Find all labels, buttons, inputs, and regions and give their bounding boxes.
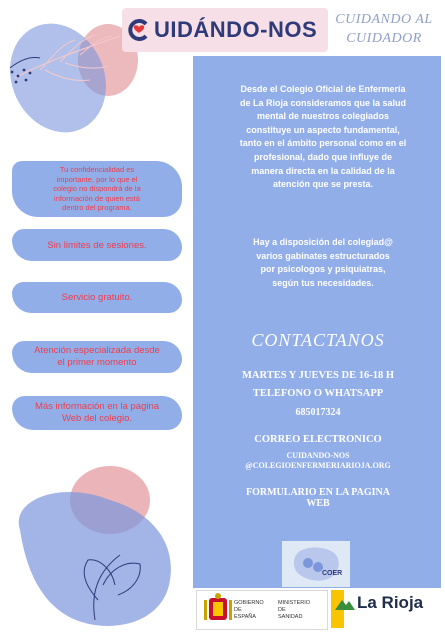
mountain-icon <box>334 592 356 614</box>
feature-line: dentro del programa. <box>62 203 132 213</box>
contact-heading: CONTACTANOS <box>251 330 385 350</box>
contact-email-domain[interactable]: @COLEGIOENFERMERIARIOJA.ORG <box>245 461 391 470</box>
contact-form-link[interactable]: FORMULARIO EN LA PAGINA <box>246 487 390 498</box>
feature-line: Web del colegio. <box>61 413 133 424</box>
feature-specialized-care <box>12 341 182 373</box>
blue-blob-bottom-icon <box>19 492 171 626</box>
intro-line: manera directa en la calidad de la <box>251 165 395 176</box>
feature-more-info[interactable] <box>12 396 182 430</box>
coat-of-arms-icon <box>201 592 235 628</box>
ministry-label: MINISTERIO DE SANIDAD <box>278 600 311 620</box>
support-paragraph <box>225 236 421 290</box>
intro-line: profesional, dado que influye de <box>253 151 392 162</box>
intro-line: atención que se presta. <box>272 179 374 190</box>
feature-line: información de quien está <box>54 193 140 203</box>
decor-bottom-left <box>0 460 200 635</box>
heart-c-logo-icon <box>126 18 150 42</box>
subtitle-line: CUIDADOR <box>346 31 422 46</box>
contact-phone-label: TELEFONO O WHATSAPP <box>252 388 384 399</box>
contact-phone[interactable]: 685017324 <box>295 407 341 418</box>
intro-line: Desde el Colegio Oficial de Enfermería <box>240 84 406 94</box>
intro-line: de La Rioja consideramos que la salud <box>239 97 407 108</box>
feature-line: Sin limites de sesiones. <box>47 239 147 251</box>
feature-line: Tu confidencialidad es <box>59 165 135 175</box>
support-line: según tus necesidades. <box>272 277 374 288</box>
subtitle-line: CUIDANDO AL <box>335 12 433 27</box>
feature-line: Más información en la pagina <box>34 401 160 412</box>
feature-free-service <box>12 282 182 313</box>
support-line: Hay a disposición del colegiad@ <box>253 237 393 247</box>
intro-line: mental de nuestros colegiados <box>256 111 390 122</box>
intro-line: constituye un aspecto fundamental, <box>246 124 400 135</box>
title-banner <box>122 8 328 52</box>
feature-confidentiality <box>12 161 182 217</box>
coer-logo <box>282 541 350 587</box>
feature-unlimited-sessions <box>12 229 182 261</box>
intro-paragraph <box>225 83 421 192</box>
gov-label: GOBIERNO DE ESPAÑA <box>234 600 264 620</box>
feature-line: colegio no dispondrá de la <box>53 184 141 194</box>
page-title: UIDÁNDO-NOS <box>154 17 318 42</box>
contact-email-label: CORREO ELECTRONICO <box>254 434 382 445</box>
la-rioja-logo: La Rioja <box>357 593 424 612</box>
support-line: varios gabinates estructurados <box>256 250 390 261</box>
coer-map-icon <box>282 541 350 587</box>
intro-line: tanto en el ámbito personal como en el <box>239 138 407 149</box>
feature-line: Servicio gratuito. <box>61 292 133 303</box>
contact-email[interactable]: CUIDANDO-NOS <box>286 451 350 460</box>
support-line: por psicologos y psiquiatras, <box>260 264 386 275</box>
feature-line: Atención especializada desde <box>34 345 160 356</box>
subtitle <box>328 10 440 48</box>
feature-line: el primer momento <box>57 357 137 368</box>
contact-form-link-web[interactable]: WEB <box>306 498 330 509</box>
contact-hours: MARTES Y JUEVES DE 16-18 H <box>242 370 394 381</box>
coer-label: COER <box>322 570 343 577</box>
feature-line: importante, por lo que el <box>56 174 138 184</box>
